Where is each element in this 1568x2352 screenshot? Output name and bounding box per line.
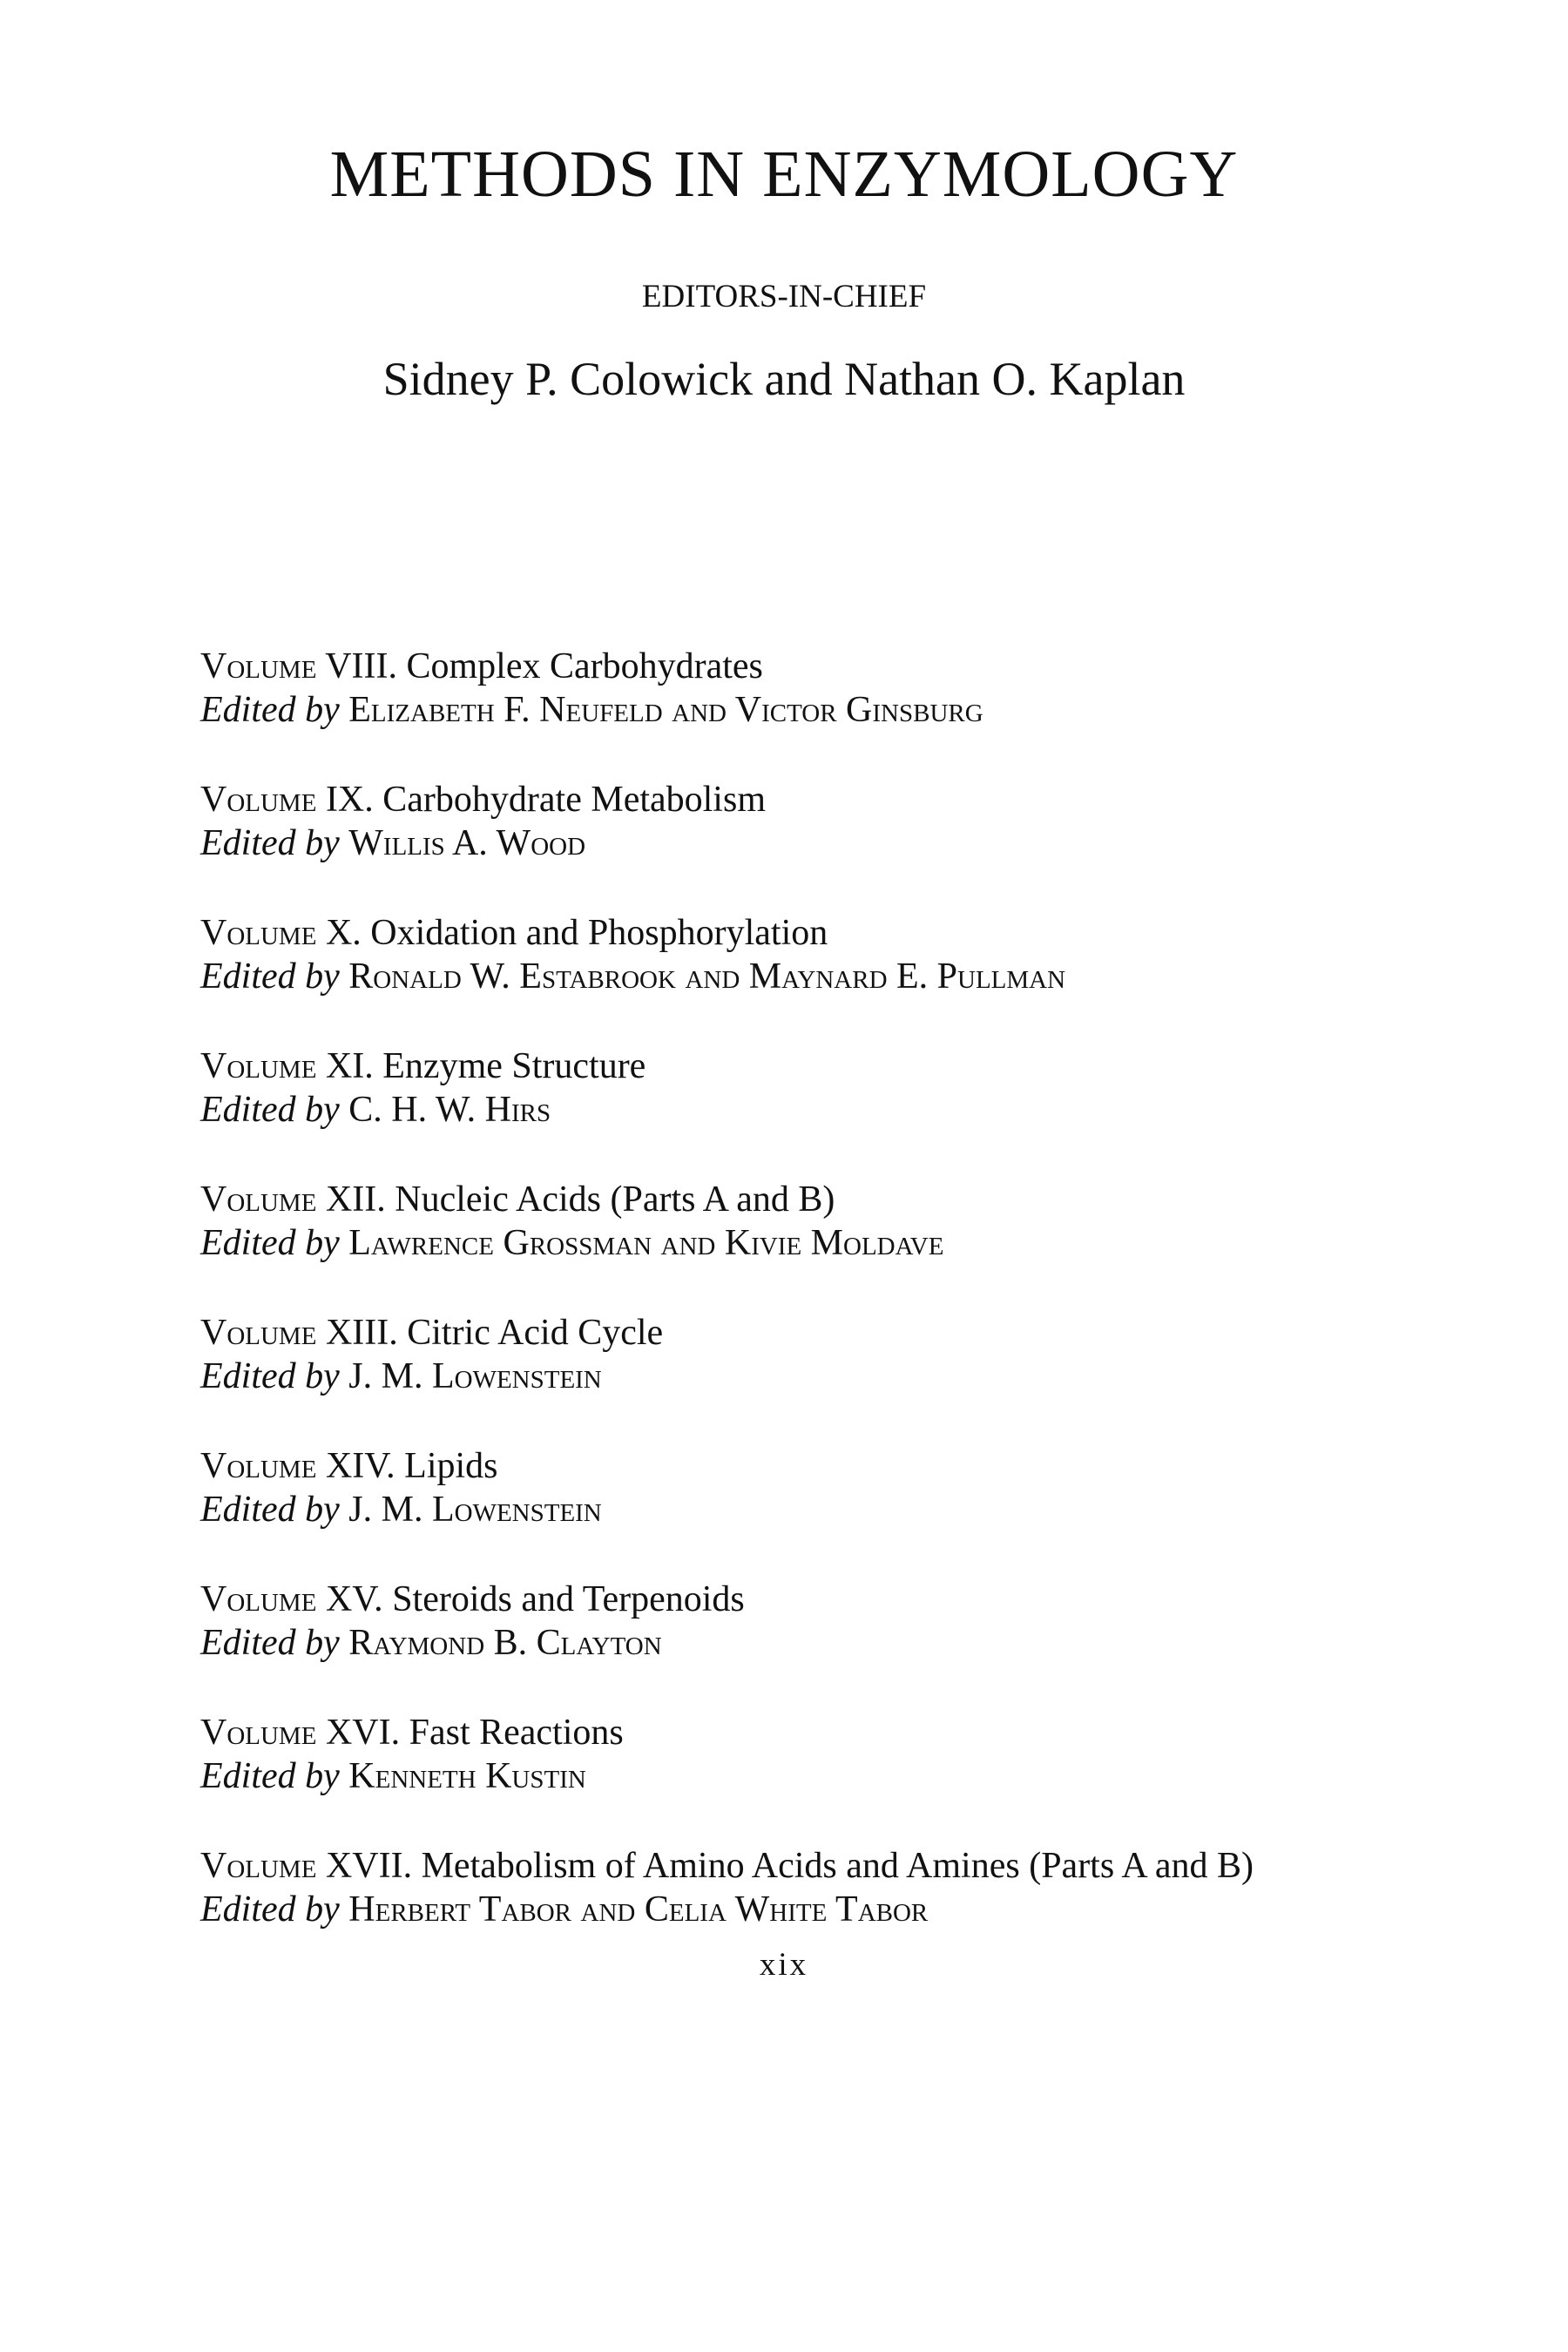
volume-label: Volume (200, 913, 317, 953)
volume-title: Fast Reactions (409, 1713, 624, 1753)
volume-editors: J. M. Lowenstein (348, 1490, 602, 1530)
volume-entry-xv (200, 1578, 1420, 1711)
edited-by-label: Edited by (200, 1889, 340, 1930)
edited-by-label: Edited by (200, 690, 340, 730)
volume-numeral: XV. (325, 1579, 383, 1619)
volume-title-line (200, 645, 1420, 688)
volume-title: Metabolism of Amino Acids and Amines (Parts A and B) (421, 1846, 1254, 1886)
volume-entry-xii (200, 1178, 1420, 1311)
volume-editors: Kenneth Kustin (348, 1756, 586, 1796)
volume-title: Carbohydrate Metabolism (382, 780, 766, 820)
edited-by-label: Edited by (200, 956, 340, 997)
volume-label: Volume (200, 1046, 317, 1086)
volume-numeral: XVI. (325, 1713, 401, 1753)
volume-title: Citric Acid Cycle (407, 1313, 664, 1353)
edited-by-label: Edited by (200, 1223, 340, 1263)
volume-title: Oxidation and Phosphorylation (370, 913, 828, 953)
volume-editors-line (200, 1355, 1420, 1398)
volume-numeral: IX. (325, 780, 374, 820)
volume-editors: Lawrence Grossman and Kivie Moldave (348, 1223, 944, 1263)
volume-numeral: XII. (325, 1179, 386, 1220)
volume-editors-line (200, 688, 1420, 732)
volume-label: Volume (200, 1579, 317, 1619)
page-number: xix (759, 1947, 809, 1983)
volume-title: Nucleic Acids (Parts A and B) (395, 1179, 835, 1220)
volume-editors-line (200, 1488, 1420, 1531)
volume-editors-line (200, 955, 1420, 998)
volume-entry-viii (200, 645, 1420, 778)
volume-editors: J. M. Lowenstein (348, 1356, 602, 1396)
volume-editors-line (200, 1088, 1420, 1132)
volume-title-line (200, 1578, 1420, 1621)
edited-by-label: Edited by (200, 823, 340, 863)
volume-numeral: VIII. (325, 646, 397, 686)
volume-label: Volume (200, 646, 317, 686)
volume-label: Volume (200, 1179, 317, 1220)
volume-title-line (200, 1178, 1420, 1221)
volume-label: Volume (200, 1446, 317, 1486)
edited-by-label: Edited by (200, 1356, 340, 1396)
edited-by-label: Edited by (200, 1623, 340, 1663)
volume-title-line (200, 1311, 1420, 1355)
edited-by-label: Edited by (200, 1090, 340, 1130)
volume-numeral: XIV. (325, 1446, 395, 1486)
volume-numeral: XI. (325, 1046, 374, 1086)
volume-list (200, 645, 1420, 1977)
volume-title: Steroids and Terpenoids (392, 1579, 745, 1619)
volume-editors: Willis A. Wood (348, 823, 586, 863)
volume-entry-x (200, 911, 1420, 1044)
volume-title-line (200, 911, 1420, 955)
volume-numeral: X. (325, 913, 362, 953)
volume-title-line (200, 778, 1420, 821)
editors-in-chief-heading: EDITORS-IN-CHIEF (641, 279, 927, 314)
volume-title: Enzyme Structure (382, 1046, 646, 1086)
volume-title-line (200, 1044, 1420, 1088)
edited-by-label: Edited by (200, 1490, 340, 1530)
volume-title-line (200, 1711, 1420, 1754)
volume-editors-line (200, 1621, 1420, 1665)
volume-editors-line (200, 1754, 1420, 1798)
volume-entry-ix (200, 778, 1420, 911)
volume-title-line (200, 1444, 1420, 1488)
volume-label: Volume (200, 780, 317, 820)
volume-editors-line (200, 821, 1420, 865)
volume-editors: Herbert Tabor and Celia White Tabor (348, 1889, 929, 1930)
volume-entry-xiv (200, 1444, 1420, 1578)
page-title: METHODS IN ENZYMOLOGY (329, 138, 1239, 211)
volume-label: Volume (200, 1313, 317, 1353)
volume-editors: Ronald W. Estabrook and Maynard E. Pullman (348, 956, 1066, 997)
volume-editors: Elizabeth F. Neufeld and Victor Ginsburg (348, 690, 983, 730)
editors-in-chief-names: Sidney P. Colowick and Nathan O. Kaplan (382, 353, 1186, 405)
volume-title: Lipids (404, 1446, 498, 1486)
volume-label: Volume (200, 1713, 317, 1753)
edited-by-label: Edited by (200, 1756, 340, 1796)
volume-entry-xvi (200, 1711, 1420, 1844)
volume-title-line (200, 1844, 1420, 1888)
volume-title: Complex Carbohydrates (406, 646, 763, 686)
volume-entry-xiii (200, 1311, 1420, 1444)
volume-editors: C. H. W. Hirs (348, 1090, 551, 1130)
volume-numeral: XVII. (325, 1846, 413, 1886)
volume-label: Volume (200, 1846, 317, 1886)
volume-editors: Raymond B. Clayton (348, 1623, 662, 1663)
volume-editors-line (200, 1221, 1420, 1265)
volume-editors-line (200, 1888, 1420, 1931)
volume-numeral: XIII. (325, 1313, 398, 1353)
volume-entry-xi (200, 1044, 1420, 1178)
